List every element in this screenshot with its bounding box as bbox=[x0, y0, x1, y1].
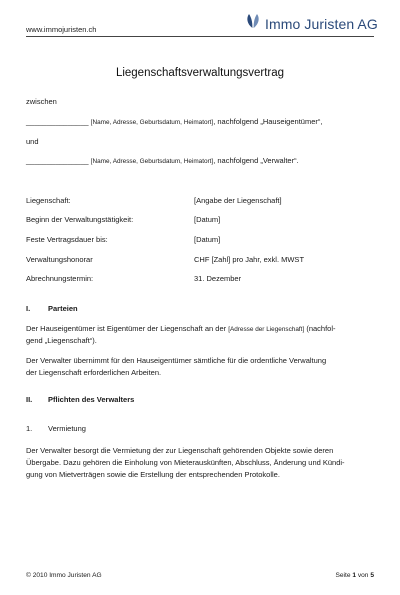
field-label-dauer: Feste Vertragsdauer bis: bbox=[26, 235, 108, 244]
owner-suffix: , nachfolgend „Hauseigentümer“, bbox=[213, 117, 323, 126]
leaf-heart-icon bbox=[245, 12, 261, 35]
field-value-liegenschaft: [Angabe der Liegenschaft] bbox=[194, 196, 282, 205]
manager-placeholder: [Name, Adresse, Geburtsdatum, Heimatort] bbox=[90, 158, 214, 165]
field-value-beginn: [Datum] bbox=[194, 215, 221, 224]
section-title: Pflichten des Verwalters bbox=[48, 395, 135, 404]
field-label-beginn: Beginn der Verwaltungstätigkeit: bbox=[26, 215, 134, 224]
logo-text: Immo Juristen AG bbox=[265, 15, 378, 32]
page-word: Seite bbox=[335, 572, 351, 579]
header-url: www.immojuristen.ch bbox=[26, 25, 97, 34]
manager-line bbox=[26, 155, 299, 167]
footer-copyright: © 2010 Immo Juristen AG bbox=[26, 572, 102, 579]
owner-line bbox=[26, 116, 322, 128]
manager-blank: _______________ bbox=[26, 156, 89, 165]
header-divider bbox=[26, 36, 374, 37]
paragraph-vermietung-line3: gung von Mietverträgen sowie die Erstellung der entsprechenden Protokolle. bbox=[26, 470, 280, 479]
paragraph-parteien-1-line2: gend „Liegenschaft“). bbox=[26, 336, 97, 345]
subsection-title: Vermietung bbox=[48, 424, 86, 433]
subsection-heading-vermietung bbox=[26, 424, 86, 433]
section-heading-pflichten bbox=[26, 395, 134, 404]
und-text: und bbox=[26, 137, 39, 146]
field-value-dauer: [Datum] bbox=[194, 235, 221, 244]
section-heading-parteien bbox=[26, 304, 78, 313]
page-of: von bbox=[357, 572, 369, 579]
document-title: Liegenschaftsverwaltungsvertrag bbox=[115, 67, 285, 79]
owner-placeholder: [Name, Adresse, Geburtsdatum, Heimatort] bbox=[90, 119, 214, 126]
paragraph-vermietung-line1: Der Verwalter besorgt die Vermietung der zur Liegenschaft gehörenden Objekte sowie deren bbox=[26, 446, 334, 455]
field-label-honorar: Verwaltungshonorar bbox=[26, 255, 93, 264]
field-label-liegenschaft: Liegenschaft: bbox=[26, 196, 71, 205]
field-label-abrechnung: Abrechnungstermin: bbox=[26, 274, 94, 283]
paragraph-vermietung-line2: Übergabe. Dazu gehören die Einholung von Mieterauskünften, Abschluss, Änderung und Kündi- bbox=[26, 458, 345, 467]
company-logo bbox=[245, 12, 378, 35]
page-total: 5 bbox=[370, 572, 374, 579]
paragraph-text: (nachfol- bbox=[304, 324, 336, 333]
section-title: Parteien bbox=[48, 304, 78, 313]
field-value-honorar: CHF [Zahl] pro Jahr, exkl. MWST bbox=[194, 255, 305, 264]
section-number: I. bbox=[26, 304, 31, 313]
paragraph-parteien-1-line1 bbox=[26, 323, 336, 335]
owner-blank: _______________ bbox=[26, 117, 89, 126]
zwischen-text: zwischen bbox=[26, 97, 57, 106]
section-number: II. bbox=[26, 395, 33, 404]
paragraph-parteien-2-line2: der Liegenschaft erforderlichen Arbeiten. bbox=[26, 368, 162, 377]
subsection-number: 1. bbox=[26, 424, 33, 433]
paragraph-text: Der Hauseigentümer ist Eigentümer der Liegenschaft an der bbox=[26, 324, 229, 333]
manager-suffix: , nachfolgend „Verwalter“. bbox=[213, 156, 299, 165]
field-value-abrechnung: 31. Dezember bbox=[194, 274, 242, 283]
paragraph-parteien-2-line1: Der Verwalter übernimmt für den Hauseigentümer sämtliche für die ordentliche Verwaltung bbox=[26, 356, 327, 365]
page-current: 1 bbox=[352, 572, 356, 579]
footer-page-number bbox=[300, 572, 374, 579]
address-placeholder: [Adresse der Liegenschaft] bbox=[228, 326, 305, 333]
